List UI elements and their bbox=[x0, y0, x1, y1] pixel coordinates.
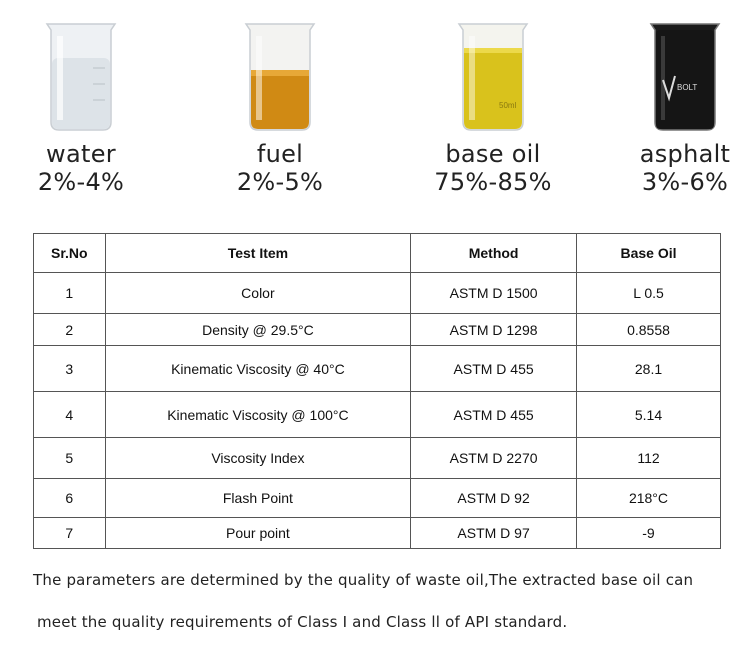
header-method: Method bbox=[411, 234, 577, 273]
cell-method: ASTM D 97 bbox=[411, 518, 577, 549]
cell-test-item: Density @ 29.5°C bbox=[105, 314, 411, 346]
cell-sr-no: 5 bbox=[34, 438, 106, 479]
cell-sr-no: 1 bbox=[34, 273, 106, 314]
table-row bbox=[34, 518, 721, 549]
cell-method: ASTM D 1298 bbox=[411, 314, 577, 346]
cell-method: ASTM D 455 bbox=[411, 346, 577, 392]
cell-sr-no: 7 bbox=[34, 518, 106, 549]
product-percent: 2%-5% bbox=[236, 168, 324, 196]
cell-test-item: Viscosity Index bbox=[105, 438, 411, 479]
cell-base-oil: 28.1 bbox=[577, 346, 721, 392]
cell-method: ASTM D 455 bbox=[411, 392, 577, 438]
product-base-oil bbox=[418, 0, 568, 196]
beaker-water-icon bbox=[43, 18, 119, 134]
header-test-item: Test Item bbox=[105, 234, 411, 273]
cell-method: ASTM D 2270 bbox=[411, 438, 577, 479]
base-oil-spec-table bbox=[33, 233, 721, 549]
cell-base-oil: 5.14 bbox=[577, 392, 721, 438]
cell-test-item: Color bbox=[105, 273, 411, 314]
cell-method: ASTM D 1500 bbox=[411, 273, 577, 314]
product-name: water bbox=[46, 140, 116, 168]
product-percent: 75%-85% bbox=[434, 168, 552, 196]
cell-base-oil: -9 bbox=[577, 518, 721, 549]
table-row bbox=[34, 479, 721, 518]
product-name: fuel bbox=[256, 140, 304, 168]
product-name: asphalt bbox=[639, 140, 731, 168]
cell-method: ASTM D 92 bbox=[411, 479, 577, 518]
cell-test-item: Pour point bbox=[105, 518, 411, 549]
cell-test-item: Flash Point bbox=[105, 479, 411, 518]
product-yield-section bbox=[0, 0, 750, 210]
footnote-line-1: The parameters are determined by the quality of waste oil,The extracted base oil can bbox=[33, 571, 694, 589]
cell-sr-no: 3 bbox=[34, 346, 106, 392]
product-percent: 3%-6% bbox=[641, 168, 729, 196]
cell-base-oil: 112 bbox=[577, 438, 721, 479]
table-row bbox=[34, 273, 721, 314]
beaker-asphalt-icon bbox=[647, 18, 723, 134]
cell-base-oil: 0.8558 bbox=[577, 314, 721, 346]
beaker-base-oil-icon bbox=[455, 18, 531, 134]
product-percent: 2%-4% bbox=[37, 168, 125, 196]
cell-sr-no: 2 bbox=[34, 314, 106, 346]
cell-base-oil: L 0.5 bbox=[577, 273, 721, 314]
table-row bbox=[34, 314, 721, 346]
cell-base-oil: 218°C bbox=[577, 479, 721, 518]
header-base-oil: Base Oil bbox=[577, 234, 721, 273]
cell-sr-no: 4 bbox=[34, 392, 106, 438]
product-name: base oil bbox=[445, 140, 541, 168]
table-header-row bbox=[34, 234, 721, 273]
cell-test-item: Kinematic Viscosity @ 40°C bbox=[105, 346, 411, 392]
svg-text:50ml: 50ml bbox=[499, 101, 517, 110]
table-row bbox=[34, 392, 721, 438]
product-fuel bbox=[205, 0, 355, 196]
cell-sr-no: 6 bbox=[34, 479, 106, 518]
footnote-line-2: meet the quality requirements of Class I and Class ll of API standard. bbox=[37, 613, 568, 631]
product-asphalt bbox=[610, 0, 750, 196]
table-row bbox=[34, 346, 721, 392]
svg-text:BOLT: BOLT bbox=[677, 83, 698, 92]
beaker-fuel-icon bbox=[242, 18, 318, 134]
table-row bbox=[34, 438, 721, 479]
header-sr-no: Sr.No bbox=[34, 234, 106, 273]
cell-test-item: Kinematic Viscosity @ 100°C bbox=[105, 392, 411, 438]
product-water bbox=[6, 0, 156, 196]
